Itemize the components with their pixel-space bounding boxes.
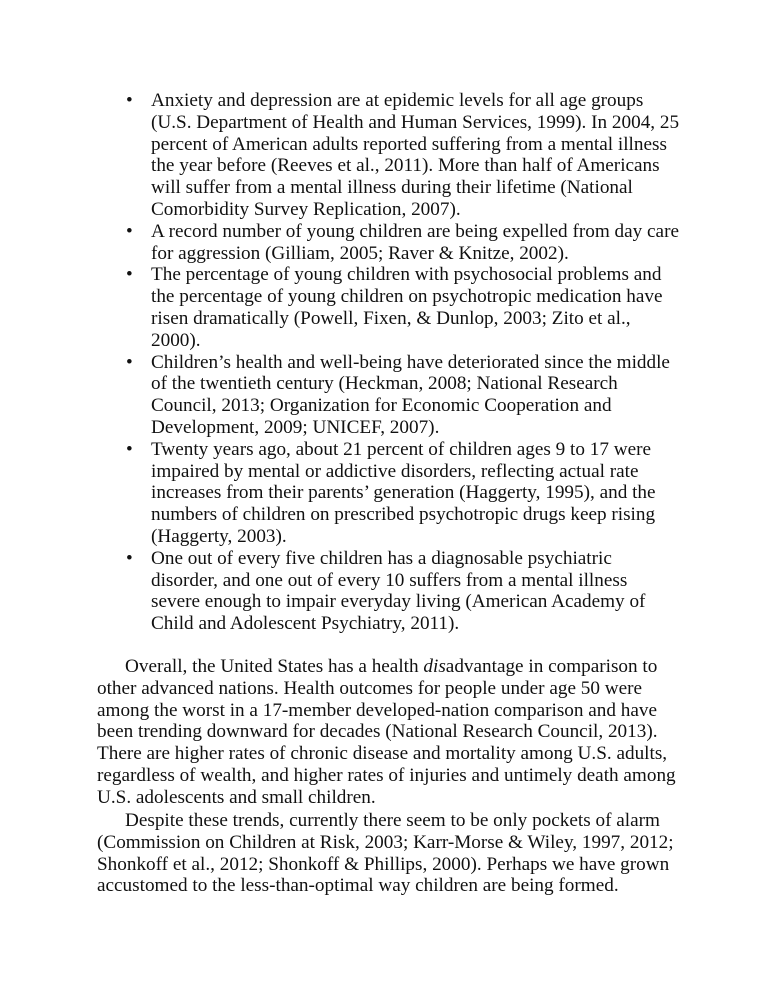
bullet-item <box>0 352 681 439</box>
bullet-mark: • <box>126 438 133 460</box>
paragraph-rest-text: advantage in comparison to other advanced nations. Health outcomes for people under age 50 were among the worst in a 17-member developed-nation comparison and have been trending downward for decades (National Research Council, 2013). There are higher rates of chronic disease and mortality among U.S. adults, regardless of wealth, and higher rates of injuries and untimely death among U.S. adolescents and small children. <box>97 656 676 808</box>
bullet-text: A record number of young children are being expelled from day care for aggression (Gilliam, 2005; Raver & Knitze, 2002). <box>151 220 679 264</box>
bullet-text: The percentage of young children with psychosocial problems and the percentage of young children on psychotropic medication have risen dramatically (Powell, Fixen, & Dunlop, 2003; Zito et al., 2000). <box>151 264 663 351</box>
bullet-item <box>0 221 681 265</box>
bullet-text: Children’s health and well-being have deteriorated since the middle of the twentieth century (Heckman, 2008; National Research Council, 2013; Organization for Economic Cooperation and Development, 2009; UNICEF, 2007). <box>151 351 670 438</box>
bullet-item <box>0 264 681 351</box>
body-paragraph-health-disadvantage <box>97 656 687 809</box>
paragraph-emphasis-text: dis <box>423 656 446 677</box>
paragraph-text: Despite these trends, currently there seem to be only pockets of alarm (Commission on Children at Risk, 2003; Karr-Morse & Wiley, 1997, 2012; Shonkoff et al., 2012; Shonkoff & Phillips, 2000). Perhaps we have grown accustomed to the less-than-optimal way children are being formed. <box>97 810 674 897</box>
bullet-item <box>0 439 681 548</box>
paragraph-lead-text: Overall, the United States has a health <box>125 656 424 677</box>
bullet-mark: • <box>126 547 133 569</box>
bullet-list <box>0 90 772 635</box>
bullet-mark: • <box>126 220 133 242</box>
body-paragraph-pockets-of-alarm <box>97 810 687 897</box>
bullet-item <box>0 548 681 635</box>
bullet-text: Anxiety and depression are at epidemic levels for all age groups (U.S. Department of Health and Human Services, 1999). In 2004, 25 percent of American adults reported suffering from a mental illness the year before (Reeves et al., 2011). More than half of Americans will suffer from a mental illness during their lifetime (National Comorbidity Survey Replication, 2007). <box>151 90 680 220</box>
bullet-text: One out of every five children has a diagnosable psychiatric disorder, and one out of every 10 suffers from a mental illness severe enough to impair everyday living (American Academy of Child and Adolescent Psychiatry, 2011). <box>151 547 646 635</box>
bullet-mark: • <box>126 351 133 373</box>
bullet-item <box>0 90 681 221</box>
bullet-mark: • <box>126 90 133 111</box>
bullet-text: Twenty years ago, about 21 percent of children ages 9 to 17 were impaired by mental or addictive disorders, reflecting actual rate increases from their parents’ generation (Haggerty, 1995), and the numbers of children on prescribed psychotropic drugs keep rising (Haggerty, 2003). <box>151 438 656 547</box>
bullet-mark: • <box>126 264 133 286</box>
